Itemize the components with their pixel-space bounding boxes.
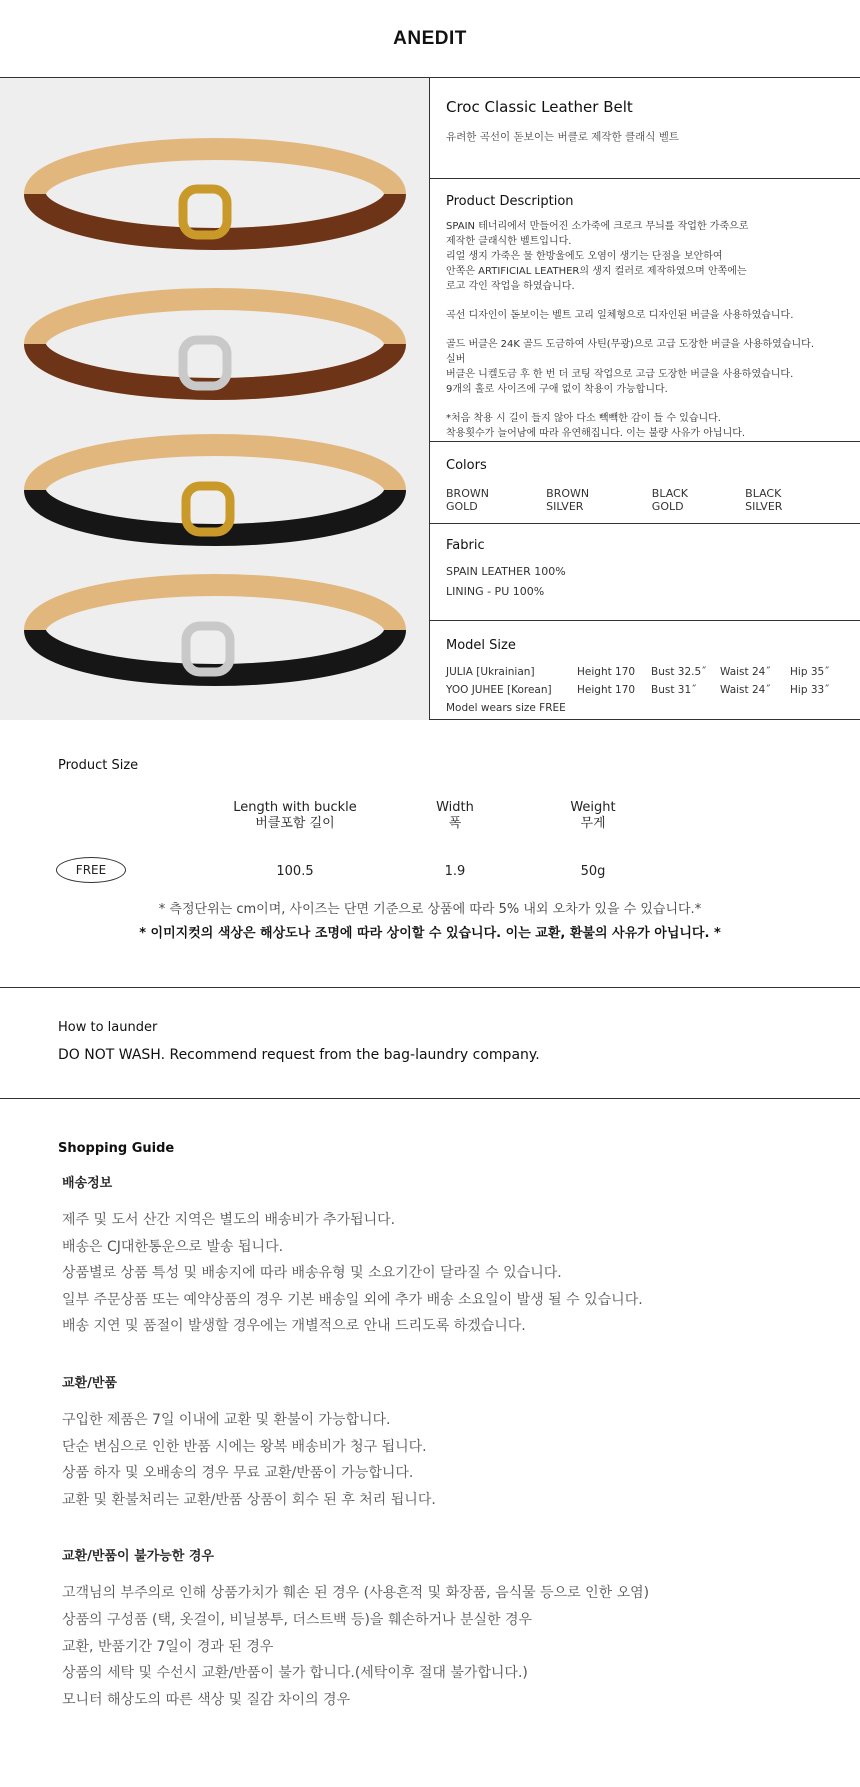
product-info: [430, 78, 860, 719]
model-name: YOO JUHEE [Korean]: [446, 684, 552, 696]
colors-heading: Colors: [446, 458, 487, 473]
description-heading: Product Description: [446, 194, 574, 209]
color-options: [446, 487, 844, 513]
model-size-section: [430, 621, 860, 720]
model-name: JULIA [Ukrainian]: [446, 666, 535, 678]
fabric-line: SPAIN LEATHER 100%: [446, 565, 566, 578]
belt-brown-silver: [35, 299, 395, 389]
guide-line: 배송 지연 및 품절이 발생할 경우에는 개별적으로 안내 드리도록 하겠습니다.: [62, 1318, 526, 1335]
guide-line: 모니터 해상도의 따른 색상 및 질감 차이의 경우: [62, 1691, 351, 1708]
launder-section: [0, 988, 860, 1099]
spacer: [446, 397, 844, 411]
column-header-en: Length with buckle: [233, 800, 357, 815]
product-subtitle: 유려한 곡선이 돋보이는 버클로 제작한 클래식 벨트: [446, 131, 680, 143]
guide-line: 구입한 제품은 7일 이내에 교환 및 환불이 가능합니다.: [62, 1411, 391, 1428]
guide-block-shipping: [58, 1172, 802, 1340]
product-photo: [0, 78, 430, 720]
color-option[interactable]: BROWN GOLD: [446, 487, 489, 513]
model-row: [446, 681, 844, 699]
description-line: 로고 각인 작업을 하였습니다.: [446, 281, 575, 292]
description-line: 제작한 클래식한 벨트입니다.: [446, 236, 572, 247]
guide-line: 상품 하자 및 오배송의 경우 무료 교환/반품이 가능합니다.: [62, 1465, 414, 1482]
description-line: 9개의 홀로 사이즈에 구애 없이 착용이 가능합니다.: [446, 384, 668, 395]
fabric-line: LINING - PU 100%: [446, 585, 545, 598]
size-column-length: [220, 800, 370, 832]
colors-section: [430, 442, 860, 524]
description-line: 실버: [446, 354, 466, 365]
description-line: 착용횟수가 늘어남에 따라 유연해집니다. 이는 불량 사유가 아닙니다.: [446, 428, 746, 439]
guide-line: 상품별로 상품 특성 및 배송지에 따라 배송유형 및 소요기간이 달라질 수 있습니다.: [62, 1265, 562, 1282]
spacer: [446, 294, 844, 308]
belt-black-gold: [35, 445, 395, 535]
shopping-guide-heading: Shopping Guide: [58, 1141, 175, 1156]
guide-line: 교환, 반품기간 7일이 경과 된 경우: [62, 1638, 274, 1655]
model-waist: Waist 24˝: [720, 666, 771, 678]
size-value-weight: 50g: [580, 864, 606, 879]
column-header-ko: 무게: [580, 816, 606, 831]
column-header-en: Width: [436, 800, 474, 815]
guide-subheading: 배송정보: [62, 1176, 113, 1191]
guide-line: 배송은 CJ대한통운으로 발송 됩니다.: [62, 1238, 284, 1255]
launder-text: DO NOT WASH. Recommend request from the bag-laundry company.: [58, 1047, 540, 1063]
guide-line: 상품의 구성품 (택, 옷걸이, 비닐봉투, 더스트백 등)을 훼손하거나 분실한 경우: [62, 1611, 533, 1628]
guide-line: 상품의 세탁 및 수선시 교환/반품이 불가 합니다.(세탁이후 절대 불가합니다.): [62, 1665, 528, 1682]
size-label-free: FREE: [56, 857, 126, 883]
model-size-heading: Model Size: [446, 638, 516, 653]
guide-subheading: 교환/반품: [62, 1375, 117, 1391]
shopping-guide-section: [0, 1099, 860, 1787]
description-section: [430, 179, 860, 442]
guide-subheading: 교환/반품이 불가능한 경우: [62, 1549, 214, 1565]
guide-line: 단순 변심으로 인한 반품 시에는 왕복 배송비가 청구 됩니다.: [62, 1438, 427, 1455]
size-column-weight: [548, 800, 638, 832]
description-line: 리얼 생지 가죽은 물 한방울에도 오염이 생기는 단점을 보안하여: [446, 251, 723, 262]
description-line: 곡선 디자인이 돋보이는 벨트 고리 일체형으로 디자인된 버클을 사용하였습니다.: [446, 310, 794, 321]
size-column-width: [410, 800, 500, 832]
model-hip: Hip 33˝: [790, 684, 830, 696]
model-height: Height 170: [577, 684, 636, 696]
fabric-section: [430, 524, 860, 621]
spacer: [446, 323, 844, 337]
description-line: 골드 버클은 24K 골드 도금하여 사틴(무광)으로 고급 도장한 버클을 사용하였습니다.: [446, 339, 814, 350]
guide-line: 교환 및 환불처리는 교환/반품 상품이 회수 된 후 처리 됩니다.: [62, 1491, 436, 1508]
color-option[interactable]: BLACK SILVER: [745, 487, 783, 513]
description-line: 안쪽은 ARTIFICIAL LEATHER의 생지 컬러로 제작하였으며 안쪽에는: [446, 266, 747, 277]
guide-block-returns: [58, 1372, 802, 1513]
description-line: *처음 착용 시 길이 들지 않아 다소 빽빽한 감이 들 수 있습니다.: [446, 413, 721, 424]
title-section: [430, 78, 860, 179]
model-wears: Model wears size FREE: [446, 702, 566, 714]
color-option[interactable]: BROWN SILVER: [546, 487, 590, 513]
color-option[interactable]: BLACK GOLD: [651, 487, 688, 513]
product-top: [0, 78, 860, 720]
fabric-heading: Fabric: [446, 538, 485, 553]
model-row: [446, 663, 844, 681]
model-height: Height 170: [577, 666, 636, 678]
model-waist: Waist 24˝: [720, 684, 771, 696]
belt-brown-gold: [35, 149, 395, 239]
description-line: SPAIN 테너리에서 만들어진 소가죽에 크로크 무늬를 작업한 가죽으로: [446, 221, 749, 232]
header: [0, 0, 860, 78]
column-header-en: Weight: [570, 800, 616, 815]
measurement-note: * 측정단위는 cm이며, 사이즈는 단면 기준으로 상품에 따라 5% 내외 오차가 있을 수 있습니다.*: [158, 902, 702, 917]
guide-line: 제주 및 도서 산간 지역은 별도의 배송비가 추가됩니다.: [62, 1212, 396, 1228]
model-bust: Bust 31˝: [651, 684, 697, 696]
product-size-section: [0, 720, 860, 988]
color-disclaimer: * 이미지컷의 색상은 해상도나 조명에 따라 상이할 수 있습니다. 이는 교환, 환불의 사유가 아닙니다. *: [139, 926, 721, 941]
guide-block-no-returns: [58, 1545, 802, 1713]
brand-logo[interactable]: ANEDIT: [393, 27, 467, 49]
model-hip: Hip 35˝: [790, 666, 830, 678]
belt-images: [0, 78, 430, 720]
column-header-ko: 폭: [448, 816, 462, 831]
description-line: 버클은 니켈도금 후 한 번 더 코팅 작업으로 고급 도장한 버클을 사용하였습니다.: [446, 369, 794, 380]
belt-black-silver: [35, 585, 395, 675]
size-value-width: 1.9: [444, 864, 466, 879]
column-header-ko: 버클포함 길이: [255, 816, 335, 831]
size-value-length: 100.5: [276, 864, 314, 879]
description-body: [446, 219, 844, 441]
launder-heading: How to launder: [58, 1020, 158, 1035]
guide-line: 고객님의 부주의로 인해 상품가치가 훼손 된 경우 (사용흔적 및 화장품, 음식물 등으로 인한 오염): [62, 1585, 650, 1602]
guide-line: 일부 주문상품 또는 예약상품의 경우 기본 배송일 외에 추가 배송 소요일이 발생 될 수 있습니다.: [62, 1291, 643, 1308]
product-title: Croc Classic Leather Belt: [446, 98, 633, 116]
product-size-heading: Product Size: [58, 758, 139, 773]
model-bust: Bust 32.5˝: [651, 666, 707, 678]
